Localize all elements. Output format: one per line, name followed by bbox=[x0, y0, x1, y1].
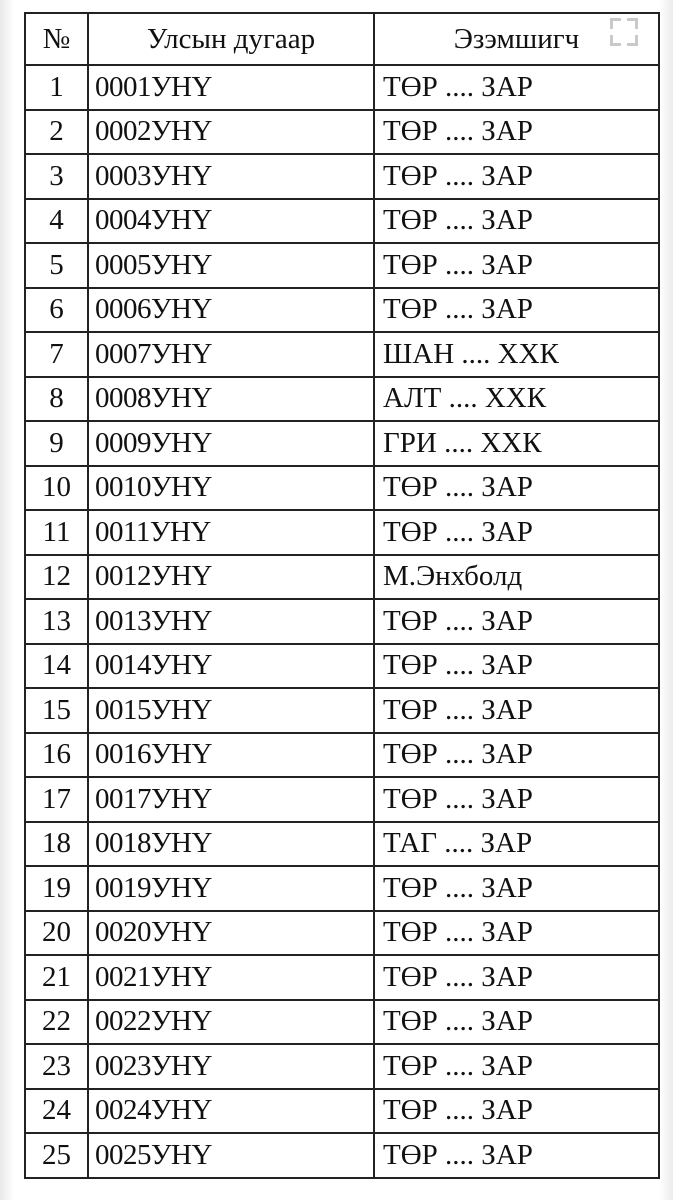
table-row bbox=[25, 288, 659, 333]
table-row bbox=[25, 1000, 659, 1045]
header-owner: Эзэмшигч bbox=[374, 13, 659, 65]
row-number: 4 bbox=[25, 199, 88, 244]
row-number: 18 bbox=[25, 822, 88, 867]
table-row bbox=[25, 688, 659, 733]
owner-name: ТӨР .... ЗАР bbox=[374, 955, 659, 1000]
row-number: 23 bbox=[25, 1044, 88, 1089]
plate-number: 0012УНҮ bbox=[88, 555, 374, 600]
owner-name: ТӨР .... ЗАР bbox=[374, 911, 659, 956]
owner-name: ТӨР .... ЗАР bbox=[374, 599, 659, 644]
table-row bbox=[25, 822, 659, 867]
owner-name: ТӨР .... ЗАР bbox=[374, 1044, 659, 1089]
table-row bbox=[25, 199, 659, 244]
plate-number: 0022УНҮ bbox=[88, 1000, 374, 1045]
table-row bbox=[25, 154, 659, 199]
row-number: 10 bbox=[25, 466, 88, 511]
plate-number: 0008УНҮ bbox=[88, 377, 374, 422]
row-number: 13 bbox=[25, 599, 88, 644]
table-row bbox=[25, 466, 659, 511]
right-page-edge bbox=[659, 0, 673, 1200]
row-number: 21 bbox=[25, 955, 88, 1000]
row-number: 25 bbox=[25, 1133, 88, 1178]
table-row bbox=[25, 332, 659, 377]
owner-name: ТӨР .... ЗАР bbox=[374, 65, 659, 110]
table-header-row bbox=[25, 13, 659, 65]
table-row bbox=[25, 110, 659, 155]
plate-number: 0024УНҮ bbox=[88, 1089, 374, 1134]
left-page-edge bbox=[0, 0, 14, 1200]
row-number: 3 bbox=[25, 154, 88, 199]
row-number: 5 bbox=[25, 243, 88, 288]
plate-number: 0013УНҮ bbox=[88, 599, 374, 644]
owner-name: ТӨР .... ЗАР bbox=[374, 777, 659, 822]
row-number: 11 bbox=[25, 510, 88, 555]
owner-name: АЛТ .... ХХК bbox=[374, 377, 659, 422]
table-row bbox=[25, 955, 659, 1000]
table-row bbox=[25, 777, 659, 822]
row-number: 24 bbox=[25, 1089, 88, 1134]
plate-number: 0025УНҮ bbox=[88, 1133, 374, 1178]
table-row bbox=[25, 243, 659, 288]
expand-icon[interactable] bbox=[608, 16, 640, 48]
plate-number: 0004УНҮ bbox=[88, 199, 374, 244]
plate-number: 0015УНҮ bbox=[88, 688, 374, 733]
table-row bbox=[25, 555, 659, 600]
row-number: 2 bbox=[25, 110, 88, 155]
plate-number: 0023УНҮ bbox=[88, 1044, 374, 1089]
owner-name: ТӨР .... ЗАР bbox=[374, 1133, 659, 1178]
owner-name: ТӨР .... ЗАР bbox=[374, 199, 659, 244]
table-row bbox=[25, 911, 659, 956]
plate-number: 0007УНҮ bbox=[88, 332, 374, 377]
plate-number: 0020УНҮ bbox=[88, 911, 374, 956]
plate-number: 0005УНҮ bbox=[88, 243, 374, 288]
table-row bbox=[25, 644, 659, 689]
row-number: 1 bbox=[25, 65, 88, 110]
plate-number: 0011УНҮ bbox=[88, 510, 374, 555]
plate-number: 0017УНҮ bbox=[88, 777, 374, 822]
header-number: № bbox=[25, 13, 88, 65]
table-row bbox=[25, 510, 659, 555]
owner-name: ТӨР .... ЗАР bbox=[374, 644, 659, 689]
table-row bbox=[25, 733, 659, 778]
table-row bbox=[25, 599, 659, 644]
owner-name: ТӨР .... ЗАР bbox=[374, 466, 659, 511]
owner-name: ТӨР .... ЗАР bbox=[374, 154, 659, 199]
table-row bbox=[25, 1133, 659, 1178]
plate-number: 0018УНҮ bbox=[88, 822, 374, 867]
row-number: 20 bbox=[25, 911, 88, 956]
owner-name: ТӨР .... ЗАР bbox=[374, 288, 659, 333]
owner-name: ТӨР .... ЗАР bbox=[374, 510, 659, 555]
table-row bbox=[25, 377, 659, 422]
row-number: 12 bbox=[25, 555, 88, 600]
table-row bbox=[25, 65, 659, 110]
table-row bbox=[25, 866, 659, 911]
row-number: 6 bbox=[25, 288, 88, 333]
owner-name: ТӨР .... ЗАР bbox=[374, 1000, 659, 1045]
owner-name: ГРИ .... ХХК bbox=[374, 421, 659, 466]
plate-number: 0021УНҮ bbox=[88, 955, 374, 1000]
row-number: 19 bbox=[25, 866, 88, 911]
table-row bbox=[25, 421, 659, 466]
row-number: 14 bbox=[25, 644, 88, 689]
row-number: 15 bbox=[25, 688, 88, 733]
table-row bbox=[25, 1089, 659, 1134]
plate-number: 0003УНҮ bbox=[88, 154, 374, 199]
owner-name: ТӨР .... ЗАР bbox=[374, 688, 659, 733]
plate-number: 0006УНҮ bbox=[88, 288, 374, 333]
plate-number: 0010УНҮ bbox=[88, 466, 374, 511]
plate-number: 0014УНҮ bbox=[88, 644, 374, 689]
row-number: 8 bbox=[25, 377, 88, 422]
row-number: 9 bbox=[25, 421, 88, 466]
plate-number: 0016УНҮ bbox=[88, 733, 374, 778]
table-body bbox=[25, 65, 659, 1178]
plate-number: 0002УНҮ bbox=[88, 110, 374, 155]
owner-name: ШАН .... ХХК bbox=[374, 332, 659, 377]
owner-name: ТАГ .... ЗАР bbox=[374, 822, 659, 867]
owner-name: М.Энхболд bbox=[374, 555, 659, 600]
row-number: 7 bbox=[25, 332, 88, 377]
table-row bbox=[25, 1044, 659, 1089]
plate-number: 0001УНҮ bbox=[88, 65, 374, 110]
row-number: 16 bbox=[25, 733, 88, 778]
owner-name: ТӨР .... ЗАР bbox=[374, 110, 659, 155]
plate-registry-table bbox=[24, 12, 660, 1179]
owner-name: ТӨР .... ЗАР bbox=[374, 733, 659, 778]
plate-number: 0019УНҮ bbox=[88, 866, 374, 911]
header-plate-number: Улсын дугаар bbox=[88, 13, 374, 65]
owner-name: ТӨР .... ЗАР bbox=[374, 866, 659, 911]
plate-number: 0009УНҮ bbox=[88, 421, 374, 466]
row-number: 22 bbox=[25, 1000, 88, 1045]
owner-name: ТӨР .... ЗАР bbox=[374, 1089, 659, 1134]
owner-name: ТӨР .... ЗАР bbox=[374, 243, 659, 288]
row-number: 17 bbox=[25, 777, 88, 822]
